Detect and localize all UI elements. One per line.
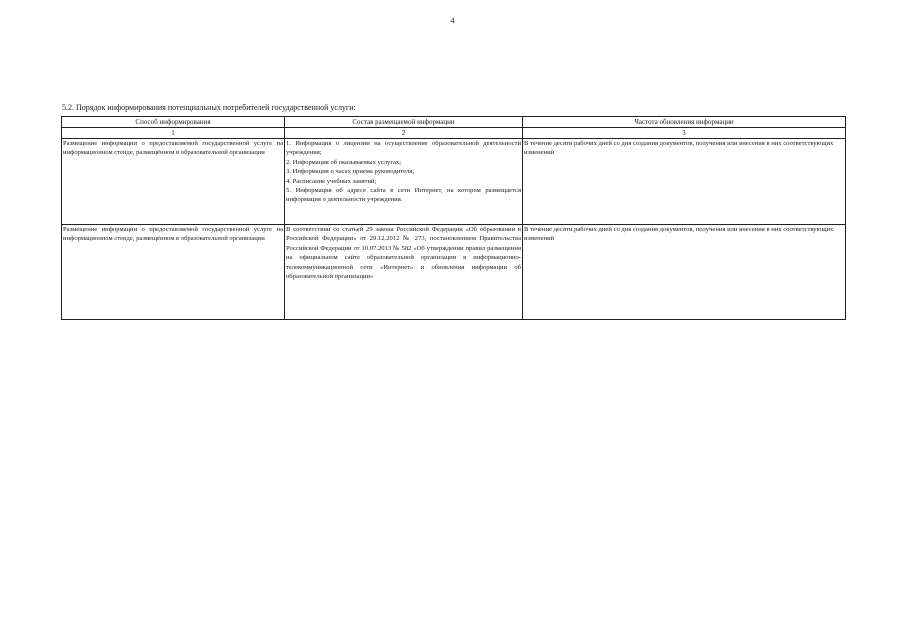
content-line: 4. Расписание учебных занятий; [286,177,377,185]
content-line: В соответствии со статьей 29 закона Российской Федерации «Об образовании в Российской Федерации» от 29.12.2012 № 273, постановлением Правительства Российской Федерации от 10.07.2013 № 582 «Об утверждении правил размещения на официальном сайте образовательной организации в информационно-телекоммуникационной сети «Интернет» и обновления информации об образовательной организации» [286,226,521,281]
frequency-cell: В течение десяти рабочих дней со дня создания документов, получения или внесения в них соответствующих изменений [523,139,846,225]
column-number-1: 1 [62,128,285,139]
column-number-3: 3 [523,128,846,139]
page-number: 4 [450,16,455,25]
column-number-row [62,128,846,139]
content-line: 1. Информация о лицензии на осуществление образовательной деятельности учреждения; [286,140,521,157]
header-content: Состав размещаемой информации [285,117,523,128]
table-header-row [62,117,846,128]
content-line: 5. Информация об адресе сайта в сети Интернет, на котором размещается информация о деятельности учреждения. [286,187,521,204]
informing-table [61,116,846,320]
frequency-cell: В течение десяти рабочих дней со дня создания документов, получения или внесения в них соответствующих изменений [523,225,846,320]
column-number-2: 2 [285,128,523,139]
method-cell: Размещение информации о предоставляемой государственной услуге на информационном стенде, размещённом в образовательной организации [62,225,285,320]
content-line: 3. Информация о часах приема руководителя; [286,168,415,176]
method-cell: Размещение информации о предоставляемой государственной услуге на информационном стенде, размещённом в образовательной организации [62,139,285,225]
header-frequency: Частота обновления информации [523,117,846,128]
content-cell [285,225,523,320]
content-line: 2. Информация об оказываемых услугах; [286,158,402,166]
table-row [62,225,846,320]
table-row [62,139,846,225]
header-method: Способ информирования [62,117,285,128]
section-heading: 5.2. Порядок информирования потенциальных потребителей государственной услуги: [62,103,356,112]
content-cell [285,139,523,225]
